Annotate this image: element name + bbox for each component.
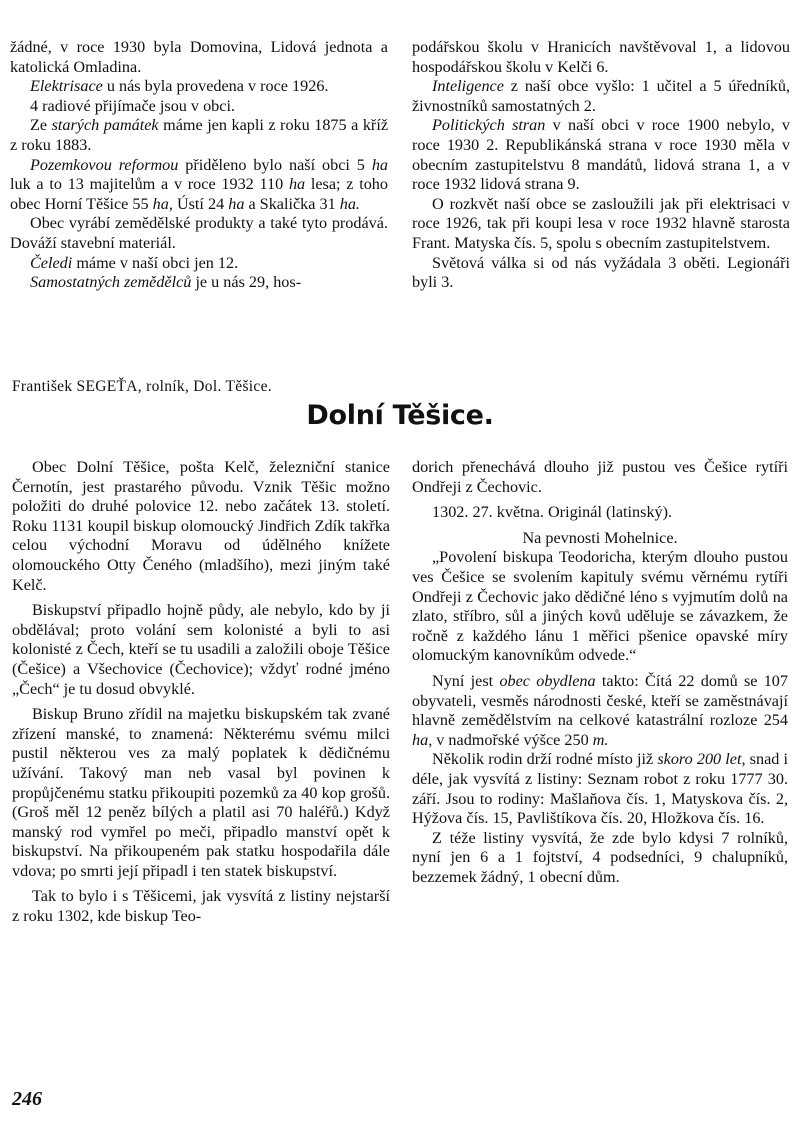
paragraph: Politických stran v naší obci v roce 1900 nebylo, v roce 1930 2. Republikánská strana v roce 1930 měla v obecním zastupitelstvu 8 mandátů, lidová strana 1, a v roce 1932 lidová strana 9. xyxy=(412,116,791,194)
paragraph: Samostatných zemědělců je u nás 29, hos- xyxy=(30,273,302,292)
paragraph: Elektrisace u nás byla provedena v roce 1926. xyxy=(30,77,329,96)
paragraph: O rozkvět naší obce se zasloužili jak při elektrisaci v roce 1926, tak při koupi lesa v roce 1932 hlavně starosta Frant. Matyska čís. 5, spolu s obecním zastupitelstvem. xyxy=(412,194,790,252)
bottom-left-column xyxy=(12,458,390,927)
paragraph: žádné, v roce 1930 byla Domovina, Lidová jednota a katolická Omladina. xyxy=(10,38,388,76)
author-byline: František SEGEŤA, rolník, Dol. Těšice. xyxy=(12,378,272,395)
paragraph: Několik rodin drží rodné místo již skoro 200 let, snad i déle, jak vysvítá z listiny: Seznam robot z roku 1777 30. září. Jsou to rodiny: Mašlaňova čís. 1, Matyskova čís. 2, Hýžova čís. 15, Pavlištíkova čís. 20, Hložkova čís. 16. xyxy=(412,750,788,828)
paragraph: Tak to bylo i s Těšicemi, jak vysvítá z listiny nejstarší z roku 1302, kde biskup Teo- xyxy=(12,887,390,926)
paragraph: Inteligence z naší obce vyšlo: 1 učitel a 5 úředníků, živnostníků samostatných 2. xyxy=(412,77,790,115)
paragraph: Biskup Bruno zřídil na majetku biskupském tak zvané zřízení manské, to znamená: Některému svému milci pustil některou ves za malý poplatek k dědičnému užívání. Takový man neb vasal byl povinen k propůjčenému statku přikoupiti pozemků za 40 kop grošů. (Groš měl 12 peněz bílých a platil asi 70 haléřů.) Když manský rod vymřel po meči, připadlo manství opět k biskupství. Na přikoupeném pak statku hospodařila dále vdova; po smrti její připadl i ten statek biskupství. xyxy=(12,705,390,880)
paragraph: Ze starých památek máme jen kapli z roku 1875 a kříž z roku 1883. xyxy=(10,116,388,154)
paragraph: Pozemkovou reformou přiděleno bylo naší obci 5 ha luk a to 13 majitelům a v roce 1932 110 ha lesa; z toho obec Horní Těšice 55 ha, Ústí 24 ha a Skalička 31 ha. xyxy=(10,155,388,213)
paragraph: 4 radiové přijímače jsou v obci. xyxy=(30,96,235,115)
bottom-right-column xyxy=(412,458,788,887)
paragraph: Obec vyrábí zemědělské produkty a také tyto prodává. Dováží stavební materiál. xyxy=(10,214,388,252)
top-right-column xyxy=(412,38,790,293)
paragraph: Biskupství připadlo hojně půdy, ale nebylo, kdo by ji obdělával; proto volání sem kolonisté a byli to asi kolonisté z Čech, kteří se tu usadili a založili oboje Těšice (Češice) a Všechovice (Čechovice); vždyť rodné jméno „Čech“ je tu dosud obvyklé. xyxy=(12,601,390,698)
paragraph: 1302. 27. května. Originál (latinský). xyxy=(432,503,673,522)
paragraph: Nyní jest obec obydlena takto: Čítá 22 domů se 107 obyvateli, vesměs národnosti české, kteří se zaměstnávají hlavně zemědělstvím na celkové katastrální rozloze 254 ha, v nadmořské výšce 250 m. xyxy=(412,671,788,749)
article-title: Dolní Těšice. xyxy=(306,400,494,431)
paragraph: Obec Dolní Těšice, pošta Kelč, železniční stanice Černotín, jest prastarého původu. Vznik Těšic možno položiti do druhé polovice 12. nebo začátek 13. století. Roku 1131 koupil biskup olomoucký Jindřich Zdík takřka celou východní Moravu od údělného knížete olomouckého Otty Čeného (mladšího), mezi jiným také Kelč. xyxy=(12,458,390,594)
quotation: „Povolení biskupa Teodoricha, kterým dlouho pustou ves Češice se svolením kapituly svému věrnému rytíři Ondřeji z Čechovic jako dědičné léno s vyjmutím dolů na zlato, stříbro, sůl a jiných kovů uděluje se závazkem, že ročně z každého lánu 1 měřici pšenice opavské míry olomuckým kanovníkům odvede.“ xyxy=(412,548,788,665)
paragraph: Z téže listiny vysvítá, že zde bylo kdysi 7 rolníků, nyní jen 6 a 1 fojtství, 4 podsedníci, 9 chalupníků, bezzemek žádný, 1 obecní dům. xyxy=(412,828,788,886)
paragraph: podářskou školu v Hranicích navštěvoval 1, a lidovou hospodářskou školu v Kelči 6. xyxy=(412,38,790,76)
paragraph: Světová válka si od nás vyžádala 3 oběti. Legionáři byli 3. xyxy=(412,253,790,292)
top-left-column xyxy=(10,38,388,293)
page-number: 246 xyxy=(12,1088,42,1110)
paragraph-heading: Na pevnosti Mohelnice. xyxy=(522,528,678,547)
paragraph: dorich přenechává dlouho již pustou ves Češice rytíři Ondřeji z Čechovic. xyxy=(412,458,788,496)
paragraph: Čeledi máme v naší obci jen 12. xyxy=(30,253,239,272)
